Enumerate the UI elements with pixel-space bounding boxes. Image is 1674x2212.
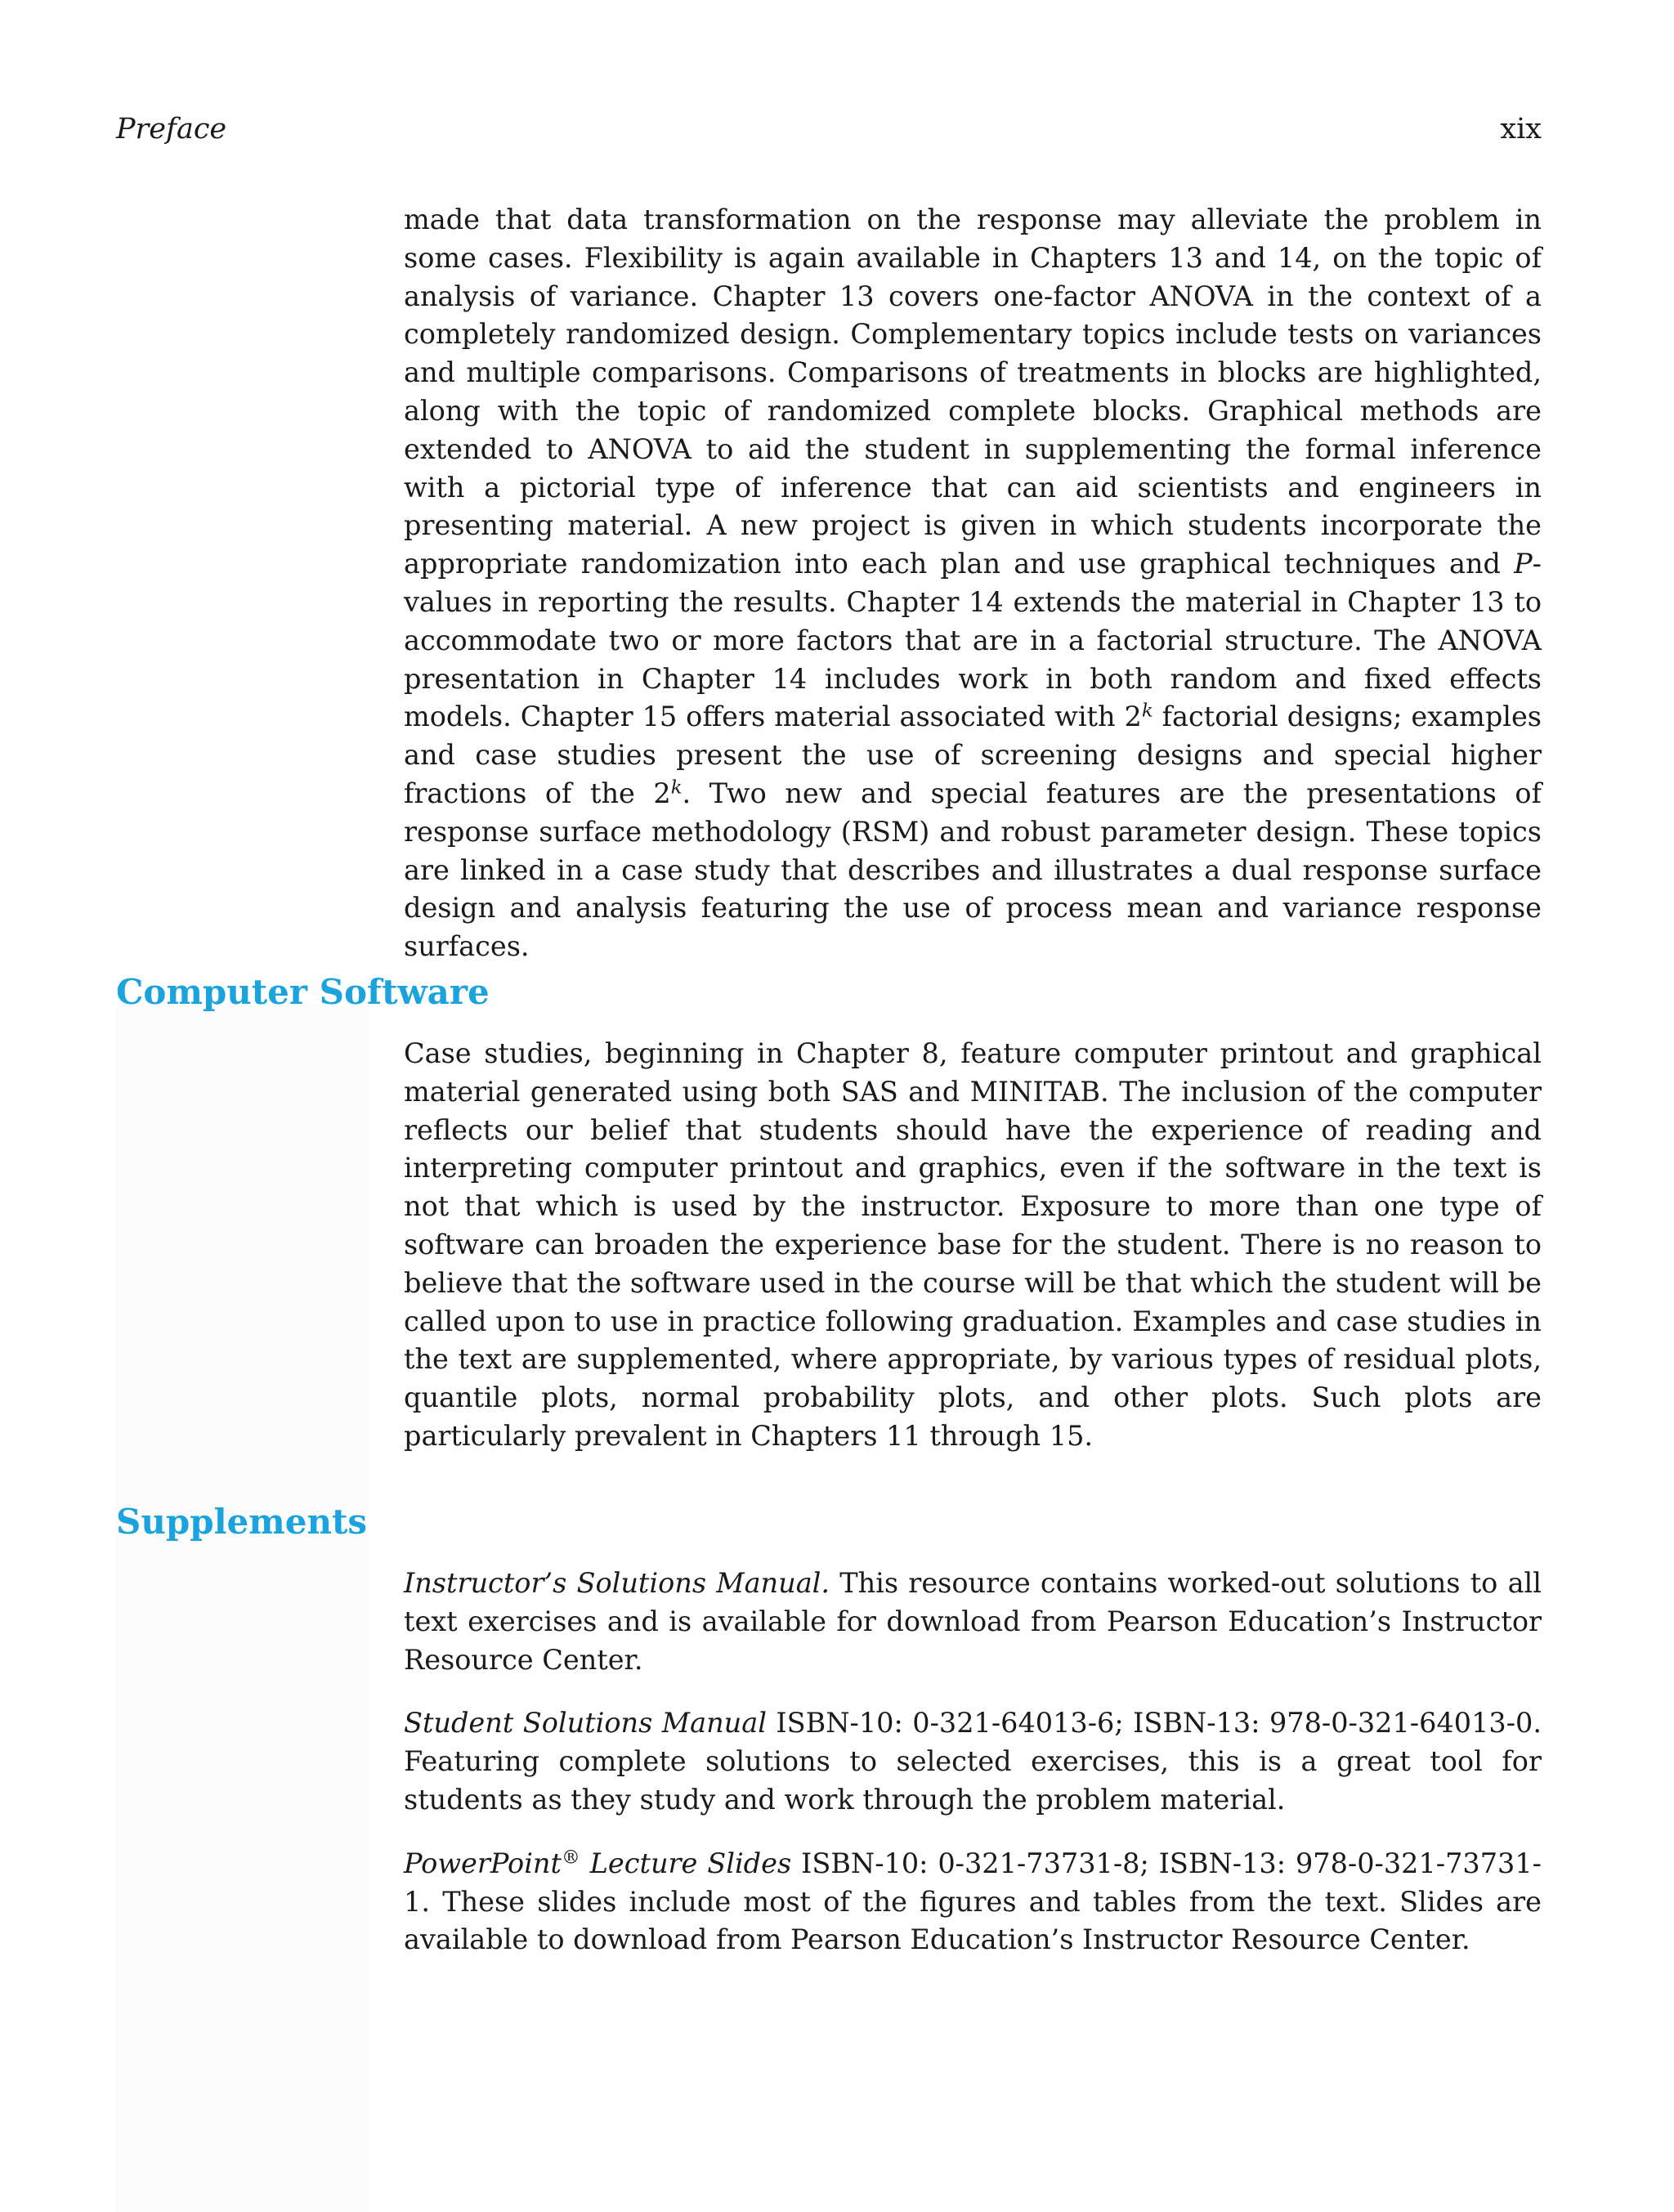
continuation-text-part4: . Two new and special features are the presentations of response surface methodology (RSM) and robust parameter design. These topics are linked in a case study that describes and illustrates a dual response surface design and analysis featuring the use of process mean and variance response surfaces. bbox=[404, 777, 1542, 963]
supplement-text: ISBN-10: 0-321-73731-8; ISBN-13: 978-0-321-73731-1. These slides include most of the figures and tables from the text. Slides are available to download from Pearson Education’s Instructor Resource Center. bbox=[404, 1847, 1542, 1956]
continuation-text-part3: factorial designs; examples and case studies present the use of screening designs and special higher fractions of the 2 bbox=[404, 701, 1542, 809]
supplement-title: Student Solutions Manual bbox=[404, 1707, 767, 1740]
supplement-item bbox=[404, 1845, 1542, 1959]
running-head bbox=[116, 111, 1542, 147]
section-heading-computer-software: Computer Software bbox=[116, 972, 490, 1012]
supplement-item bbox=[404, 1704, 1542, 1819]
continuation-paragraph-block bbox=[404, 201, 1542, 966]
supplements-block bbox=[404, 1565, 1542, 1959]
supplement-title-rest: Lecture Slides bbox=[580, 1847, 792, 1879]
section-heading-supplements: Supplements bbox=[116, 1502, 368, 1542]
margin-shading bbox=[116, 1005, 369, 2212]
registered-mark: ® bbox=[561, 1847, 580, 1869]
continuation-text-part1: made that data transformation on the response may alleviate the problem in some cases. Flexibility is again available in Chapters 13 and 14, on the topic of analysis of variance. Chapter 13 covers one-factor ANOVA in the context of a completely randomized design. Complementary topics include tests on variances and multiple comparisons. Comparisons of treatments in blocks are highlighted, along with the topic of randomized complete blocks. Graphical methods are extended to ANOVA to aid the student in supplementing the formal inference with a pictorial type of inference that can aid scientists and engineers in presenting material. A new project is given in which students incorporate the appropriate randomization into each plan and use graphical techniques and bbox=[404, 204, 1542, 580]
p-value-symbol: P bbox=[1514, 548, 1533, 580]
computer-software-block bbox=[404, 1035, 1542, 1456]
exponent-k: k bbox=[670, 777, 683, 799]
computer-software-paragraph: Case studies, beginning in Chapter 8, feature computer printout and graphical material generated using both SAS and MINITAB. The inclusion of the computer reflects our belief that students should have the experience of reading and interpreting computer printout and graphics, even if the software in the text is not that which is used by the instructor. Exposure to more than one type of software can broaden the experience base for the student. There is no reason to believe that the software used in the course will be that which the student will be called upon to use in practice following graduation. Examples and case studies in the text are supplemented, where appropriate, by various types of residual plots, quantile plots, normal probability plots, and other plots. Such plots are particularly prevalent in Chapters 11 through 15. bbox=[404, 1037, 1542, 1452]
supplement-title: PowerPoint bbox=[404, 1847, 562, 1879]
continuation-paragraph bbox=[404, 201, 1542, 966]
supplement-text: This resource contains worked-out solutions to all text exercises and is available for download from Pearson Education’s Instructor Resource Center. bbox=[404, 1567, 1542, 1676]
continuation-text-part2: -values in reporting the results. Chapter 14 extends the material in Chapter 13 to accommodate two or more factors that are in a factorial structure. The ANOVA presentation in Chapter 14 includes work in both random and fixed effects models. Chapter 15 offers material associated with 2 bbox=[404, 548, 1542, 733]
exponent-k: k bbox=[1141, 700, 1153, 722]
page-number: xix bbox=[1500, 113, 1542, 146]
supplement-title: Instructor’s Solutions Manual. bbox=[404, 1567, 830, 1599]
supplement-text: ISBN-10: 0-321-64013-6; ISBN-13: 978-0-321-64013-0. Featuring complete solutions to selected exercises, this is a great tool for students as they study and work through the problem material. bbox=[404, 1707, 1542, 1816]
supplement-item bbox=[404, 1565, 1542, 1679]
running-head-title: Preface bbox=[116, 113, 227, 146]
